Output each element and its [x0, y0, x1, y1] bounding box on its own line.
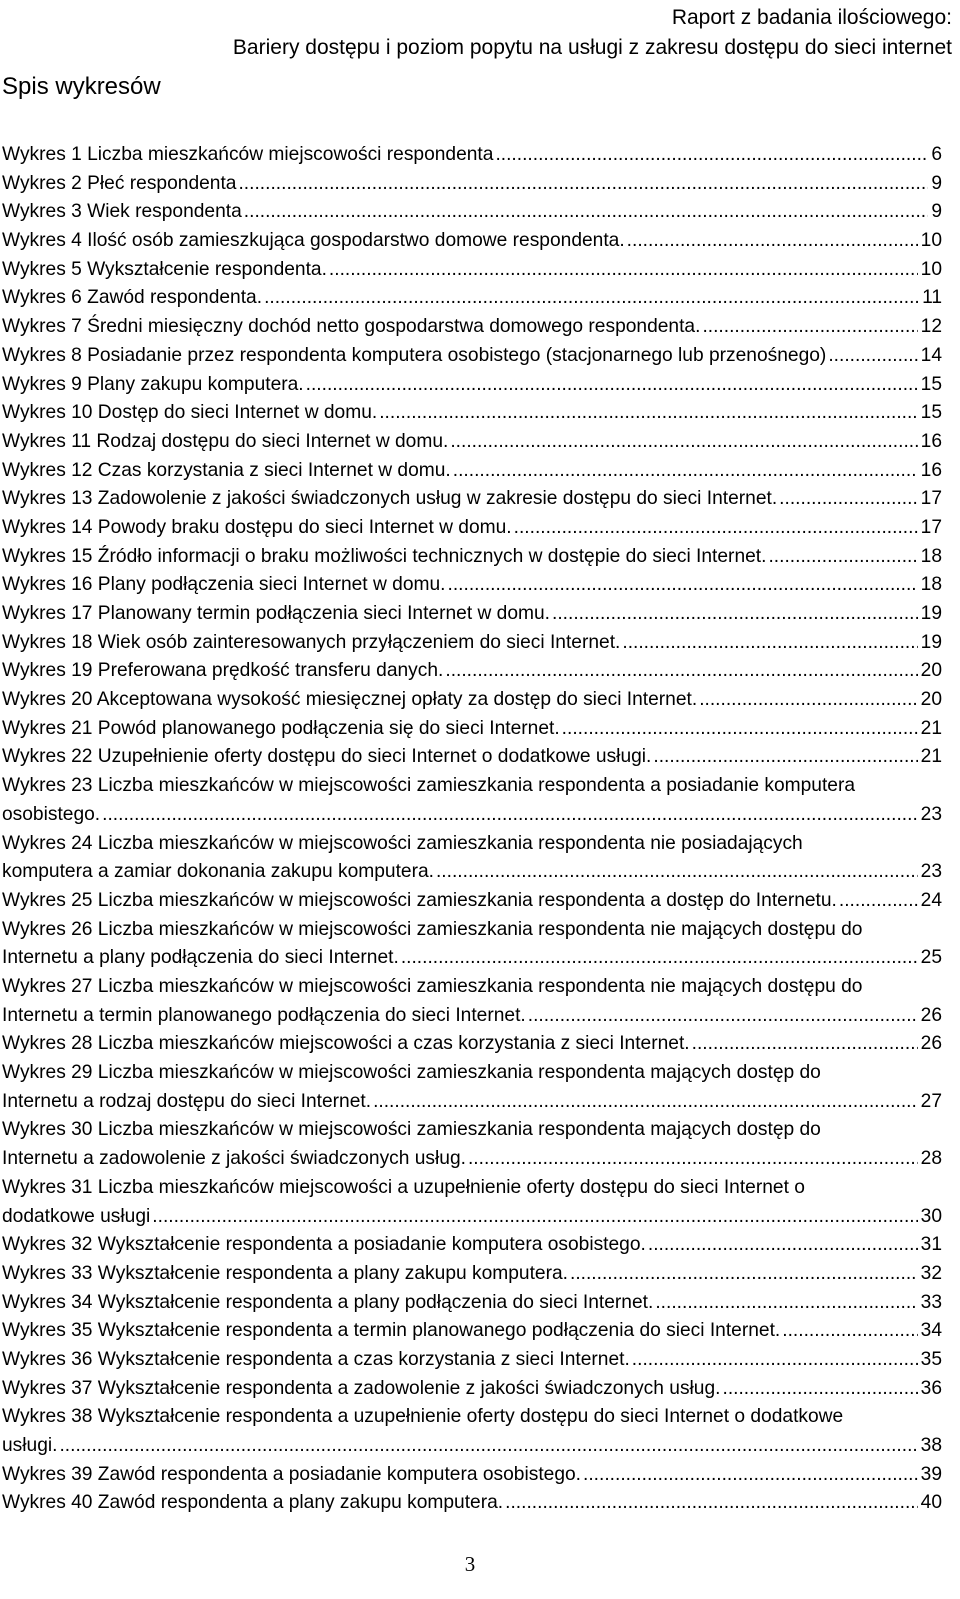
toc-entry-title: Wykres 23 Liczba mieszkańców w miejscowości zamieszkania respondenta a posiadanie komputera: [2, 775, 856, 797]
toc-entry[interactable]: [2, 428, 942, 457]
toc-entry-page: 14: [918, 342, 942, 371]
toc-entry-title: Wykres 34 Wykształcenie respondenta a plany podłączenia do sieci Internet.: [2, 1291, 654, 1313]
toc-entry-title: Wykres 25 Liczba mieszkańców w miejscowości zamieszkania respondenta a dostęp do Internetu.: [2, 889, 837, 911]
toc-entry-title: Wykres 26 Liczba mieszkańców w miejscowości zamieszkania respondenta nie mających dostępu do: [2, 918, 863, 940]
toc-entry-title: Wykres 14 Powody braku dostępu do sieci Internet w domu.: [2, 516, 512, 538]
toc-entry-title: Wykres 9 Plany zakupu komputera.: [2, 373, 304, 395]
toc-entry[interactable]: [2, 198, 942, 227]
toc-entry-leader: [2, 1203, 942, 1232]
toc-entry-title: Wykres 21 Powód planowanego podłączenia się do sieci Internet.: [2, 717, 560, 739]
toc-entry[interactable]: [2, 1260, 942, 1289]
toc-entry[interactable]: [2, 1403, 942, 1460]
toc-entry-leader: [2, 801, 942, 830]
toc-entry-title-cont: dodatkowe usługi: [2, 1205, 151, 1227]
toc-entry-leader: [2, 371, 942, 400]
toc-entry-leader: [2, 1375, 942, 1404]
toc-entry-page: 9: [928, 170, 942, 199]
toc-entry-page: 24: [918, 887, 942, 916]
toc-entry[interactable]: [2, 457, 942, 486]
toc-entry-page: 28: [918, 1145, 942, 1174]
toc-entry[interactable]: [2, 342, 942, 371]
toc-entry-title: Wykres 6 Zawód respondenta.: [2, 287, 263, 309]
toc-entry[interactable]: [2, 485, 942, 514]
toc-entry[interactable]: [2, 1174, 942, 1231]
toc-entry-page: 38: [918, 1432, 942, 1461]
report-header-line2: Bariery dostępu i poziom popytu na usługi z zakresu dostępu do sieci internet: [232, 36, 952, 59]
toc-entry-leader: [2, 399, 942, 428]
toc-entry-page: 26: [918, 1002, 942, 1031]
toc-entry-title: Wykres 22 Uzupełnienie oferty dostępu do sieci Internet o dodatkowe usługi.: [2, 746, 652, 768]
toc-entry-leader: [2, 514, 942, 543]
toc-entry[interactable]: [2, 715, 942, 744]
toc-entry-page: 33: [918, 1289, 942, 1318]
toc-entry-page: 18: [918, 543, 942, 572]
toc-entry-title: Wykres 12 Czas korzystania z sieci Internet w domu.: [2, 459, 451, 481]
toc-entry-title-cont: osobistego.: [2, 803, 101, 825]
toc-entry-title-cont: usługi.: [2, 1435, 58, 1457]
toc-entry-page: 36: [918, 1375, 942, 1404]
toc-entry-leader: [2, 743, 942, 772]
toc-entry-leader: [2, 571, 942, 600]
toc-entry[interactable]: [2, 571, 942, 600]
toc-entry[interactable]: [2, 973, 942, 1030]
toc-entry-title: Wykres 27 Liczba mieszkańców w miejscowości zamieszkania respondenta nie mających dostępu do: [2, 975, 863, 997]
toc-entry-leader: [2, 715, 942, 744]
toc-entry-leader: [2, 600, 942, 629]
toc-entry[interactable]: [2, 772, 942, 829]
toc-entry-leader: [2, 227, 942, 256]
toc-entry-page: 39: [918, 1461, 942, 1490]
toc-entry-leader: [2, 1489, 942, 1518]
toc-entry-title-cont: Internetu a zadowolenie z jakości świadczonych usług.: [2, 1148, 466, 1170]
toc-entry-page: 20: [918, 657, 942, 686]
toc-entry-leader: [2, 428, 942, 457]
toc-entry-page: 10: [918, 256, 942, 285]
toc-entry-page: 16: [918, 457, 942, 486]
toc-entry-leader: [2, 1432, 942, 1461]
toc-entry[interactable]: [2, 1375, 942, 1404]
toc-entry-page: 11: [919, 284, 942, 313]
toc-entry-title: Wykres 18 Wiek osób zainteresowanych przyłączeniem do sieci Internet.: [2, 631, 621, 653]
toc-entry-page: 15: [918, 371, 942, 400]
toc-entry-leader: [2, 1088, 942, 1117]
toc-entry-leader: [2, 543, 942, 572]
toc-entry-leader: [2, 1231, 942, 1260]
toc-entry-page: 9: [928, 198, 942, 227]
toc-entry-page: 12: [918, 313, 942, 342]
toc-entry-leader: [2, 141, 942, 170]
toc-entry-page: 23: [918, 801, 942, 830]
toc-entry-title: Wykres 31 Liczba mieszkańców miejscowości a uzupełnienie oferty dostępu do sieci Internet o: [2, 1176, 805, 1198]
toc-entry-title: Wykres 37 Wykształcenie respondenta a zadowolenie z jakości świadczonych usług.: [2, 1377, 721, 1399]
toc-entry-title: Wykres 33 Wykształcenie respondenta a plany zakupu komputera.: [2, 1262, 568, 1284]
toc-entry-title: Wykres 5 Wykształcenie respondenta.: [2, 258, 327, 280]
toc-entry[interactable]: [2, 1317, 942, 1346]
toc-entry-title: Wykres 30 Liczba mieszkańców w miejscowości zamieszkania respondenta mających dostęp do: [2, 1119, 821, 1141]
toc-entry-title: Wykres 17 Planowany termin podłączenia sieci Internet w domu.: [2, 603, 550, 624]
toc-entry-leader: [2, 657, 942, 686]
toc-entry-title: Wykres 2 Płeć respondenta: [2, 172, 237, 194]
toc-entry-title: Wykres 4 Ilość osób zamieszkująca gospodarstwo domowe respondenta.: [2, 230, 625, 252]
toc-entry[interactable]: [2, 543, 942, 572]
toc-entry-leader: [2, 1461, 942, 1490]
toc-entry-leader: [2, 284, 942, 313]
toc-entry-leader: [2, 629, 942, 658]
toc-entry-title-cont: Internetu a rodzaj dostępu do sieci Internet.: [2, 1090, 372, 1112]
toc-entry[interactable]: [2, 371, 942, 400]
toc-entry-leader: [2, 858, 942, 887]
toc-entry-page: 25: [918, 944, 942, 973]
toc-entry-leader: [2, 457, 942, 486]
toc-entry[interactable]: [2, 227, 942, 256]
toc-entry-title: Wykres 35 Wykształcenie respondenta a termin planowanego podłączenia do sieci Internet.: [2, 1320, 781, 1342]
toc-entry-title: Wykres 16 Plany podłączenia sieci Internet w domu.: [2, 574, 446, 596]
toc-entry[interactable]: [2, 256, 942, 285]
report-header: [52, 3, 952, 63]
toc-entry[interactable]: [2, 170, 942, 199]
toc-entry-title: Wykres 40 Zawód respondenta a plany zakupu komputera.: [2, 1492, 504, 1514]
toc-entry-leader: [2, 170, 942, 199]
toc-entry-title: Wykres 32 Wykształcenie respondenta a posiadanie komputera osobistego.: [2, 1234, 646, 1256]
toc-entry-leader: [2, 1260, 942, 1289]
toc-entry-page: 15: [918, 399, 942, 428]
toc-entry[interactable]: [2, 399, 942, 428]
toc-entry[interactable]: [2, 830, 942, 887]
toc-entry-leader: [2, 1145, 942, 1174]
toc-entry-leader: [2, 1289, 942, 1318]
toc-entry-leader: [2, 944, 942, 973]
toc-entry-title: Wykres 8 Posiadanie przez respondenta komputera osobistego (stacjonarnego lub przenośnego): [2, 344, 827, 366]
toc-entry-title: Wykres 38 Wykształcenie respondenta a uzupełnienie oferty dostępu do sieci Internet o dodatkowe: [2, 1406, 844, 1428]
toc-entry-title: Wykres 13 Zadowolenie z jakości świadczonych usług w zakresie dostępu do sieci Internet.: [2, 488, 778, 510]
toc-entry[interactable]: [2, 1346, 942, 1375]
report-header-line1: Raport z badania ilościowego:: [671, 6, 952, 29]
toc-entry-leader: [2, 1317, 942, 1346]
toc-entry-title: Wykres 20 Akceptowana wysokość miesięcznej opłaty za dostęp do sieci Internet.: [2, 689, 698, 711]
toc-entry[interactable]: [2, 1461, 942, 1490]
toc-entry-leader: [2, 1030, 942, 1059]
toc-entry-title: Wykres 28 Liczba mieszkańców miejscowości a czas korzystania z sieci Internet.: [2, 1033, 690, 1055]
toc-entry-title-cont: komputera a zamiar dokonania zakupu komputera.: [2, 861, 434, 883]
toc-entry[interactable]: [2, 686, 942, 715]
toc-entry-page: 21: [918, 715, 942, 744]
toc-entry[interactable]: [2, 887, 942, 916]
toc-entry-page: 18: [918, 571, 942, 600]
toc-entry[interactable]: [2, 1059, 942, 1116]
toc-entry[interactable]: [2, 1116, 942, 1173]
toc-entry-page: 6: [928, 141, 942, 170]
toc-entry-page: 17: [918, 514, 942, 543]
toc-entry-title: Wykres 39 Zawód respondenta a posiadanie komputera osobistego.: [2, 1463, 581, 1485]
toc-entry-page: 27: [918, 1088, 942, 1117]
toc-entry[interactable]: [2, 1231, 942, 1260]
toc-entry-leader: [2, 887, 942, 916]
toc-entry-title-cont: Internetu a termin planowanego podłączenia do sieci Internet.: [2, 1004, 526, 1026]
toc-entry-leader: [2, 1346, 942, 1375]
toc-entry-page: 19: [918, 629, 942, 658]
toc-entry-page: 10: [918, 227, 942, 256]
toc-entry-leader: [2, 1002, 942, 1031]
toc-entry-page: 31: [918, 1231, 942, 1260]
toc-entry[interactable]: [2, 629, 942, 658]
toc-entry-leader: [2, 342, 942, 371]
toc-entry[interactable]: [2, 514, 942, 543]
toc-title: Spis wykresów: [2, 73, 161, 100]
toc-entry[interactable]: [2, 657, 942, 686]
toc-entry-leader: [2, 686, 942, 715]
toc-entry-page: 21: [918, 743, 942, 772]
toc-entry[interactable]: [2, 1489, 942, 1518]
toc-entry-title: Wykres 3 Wiek respondenta: [2, 201, 242, 223]
toc-entry-page: 35: [918, 1346, 942, 1375]
toc-entry-title: Wykres 15 Źródło informacji o braku możliwości technicznych w dostępie do sieci Internet.: [2, 545, 767, 567]
toc-entry-title: Wykres 36 Wykształcenie respondenta a czas korzystania z sieci Internet.: [2, 1348, 630, 1370]
toc-entry-page: 40: [918, 1489, 942, 1518]
toc-entry-title: Wykres 10 Dostęp do sieci Internet w domu.: [2, 402, 378, 424]
toc-entry-leader: [2, 485, 942, 514]
toc-entry-title: Wykres 29 Liczba mieszkańców w miejscowości zamieszkania respondenta mających dostęp do: [2, 1062, 821, 1084]
toc-entry-title: Wykres 1 Liczba mieszkańców miejscowości respondenta: [2, 144, 494, 165]
toc-entry[interactable]: [2, 916, 942, 973]
table-of-figures: [2, 141, 942, 1518]
toc-entry[interactable]: [2, 1289, 942, 1318]
toc-entry-title-cont: Internetu a plany podłączenia do sieci Internet.: [2, 947, 399, 969]
toc-entry-page: 16: [918, 428, 942, 457]
toc-entry-page: 32: [918, 1260, 942, 1289]
toc-entry-page: 20: [918, 686, 942, 715]
toc-entry-page: 19: [918, 600, 942, 629]
toc-entry-title: Wykres 11 Rodzaj dostępu do sieci Internet w domu.: [2, 430, 449, 452]
toc-entry-page: 23: [918, 858, 942, 887]
toc-entry-leader: [2, 256, 942, 285]
toc-entry-leader: [2, 313, 942, 342]
toc-entry-title: Wykres 19 Preferowana prędkość transferu danych.: [2, 660, 444, 682]
toc-entry-page: 17: [918, 485, 942, 514]
toc-entry-page: 34: [918, 1317, 942, 1346]
toc-entry-page: 26: [918, 1030, 942, 1059]
toc-entry-page: 30: [918, 1203, 942, 1232]
toc-entry[interactable]: [2, 141, 942, 170]
toc-entry[interactable]: [2, 284, 942, 313]
toc-entry-title: Wykres 7 Średni miesięczny dochód netto gospodarstwa domowego respondenta.: [2, 316, 701, 338]
toc-entry-leader: [2, 198, 942, 227]
toc-entry[interactable]: [2, 600, 942, 629]
toc-entry-title: Wykres 24 Liczba mieszkańców w miejscowości zamieszkania respondenta nie posiadających: [2, 832, 803, 854]
toc-entry[interactable]: [2, 1030, 942, 1059]
page-number: 3: [464, 1552, 476, 1576]
toc-entry[interactable]: [2, 313, 942, 342]
toc-entry[interactable]: [2, 743, 942, 772]
